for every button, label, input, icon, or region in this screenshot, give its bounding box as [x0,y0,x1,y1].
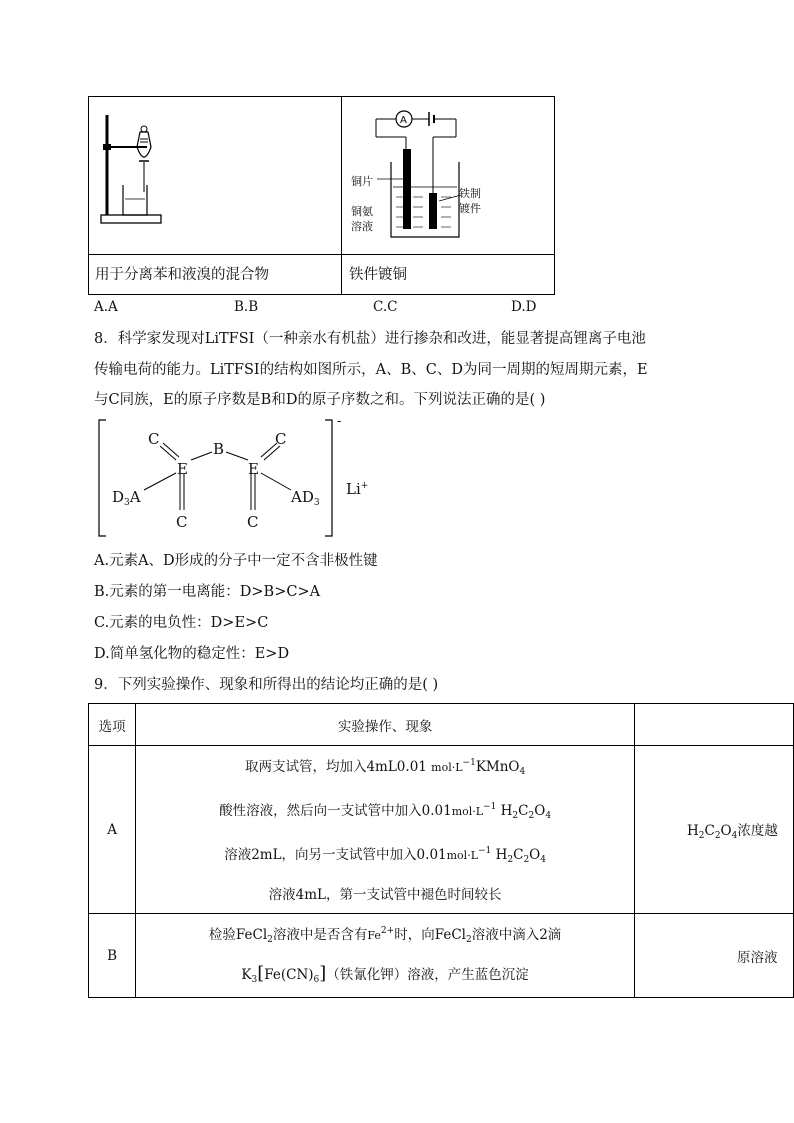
copper-plate-label: 铜片 [351,175,373,188]
q7-row-divider [89,254,554,255]
litfsi-structure [96,414,386,540]
row-b-operation: 检验FeCl$_2$溶液中是否含有$Fe^{2+}$时，向FeCl$_2$溶液中滴入2滴 $K_3[Fe(CN)_6]$（铁氰化钾）溶液，产生蓝色沉淀 [136,914,635,998]
q7-col-divider [341,97,342,294]
q8-option-a: A.元素A、D形成的分子中一定不含非极性键 [94,553,378,569]
q7-left-caption: 用于分离苯和液溴的混合物 [95,267,269,283]
anion-charge: - [337,414,342,429]
q7-option-d: D.D [511,299,537,315]
iron-item-label-2: 镀件 [459,202,481,215]
row-a-operation: 取两支试管，均加入4mL0.01 $mol\cdot L^{-1}KMnO_4$ 酸性溶液，然后向一支试管中加入$0.01mol\cdot L^{-1}$ $H_2C_2O_4$ 溶液2mL，向另一支试管中加入$0.01mol\cdot L^{-1}$ $H_2C_2O_4$ 溶液4mL，第一支试管中褪色时间较长 [136,746,635,914]
electroplating-diagram [351,107,551,242]
atom-c-bottom-left: C [176,513,188,531]
row-b-option: B [89,914,136,998]
q8-option-b: B.元素的第一电离能：D>B>C>A [94,584,321,600]
q7-option-a: A.A [94,299,118,315]
row-a-conclusion: $H_2C_2O_4$浓度越 [634,746,793,914]
q8-option-d: D.简单氢化物的稳定性：E>D [94,646,290,662]
lithium-cation: Li+ [346,480,369,498]
structure-bonds [96,418,386,540]
atom-c-top-left: C [148,430,160,448]
row-a-option: A [89,746,136,914]
iron-item-label-1: 铁制 [459,187,481,200]
q7-right-caption: 铁件镀铜 [349,267,407,283]
q8-option-c: C.元素的电负性：D>E>C [94,615,269,631]
atom-c-bottom-right: C [247,513,259,531]
atom-d3a: $D_3A$ [112,488,141,508]
q8-stem-line-2: 传输电荷的能力。LiTFSI的结构如图所示，A、B、C、D为同一周期的短周期元素，E [94,362,648,378]
q9-table [88,703,794,998]
atom-c-top-right: C [275,430,287,448]
row-b-conclusion: 原溶液 [634,914,793,998]
q7-table [88,96,555,295]
atom-e-right: E [248,460,259,478]
header-conclusion [634,704,793,746]
atom-b: B [213,440,225,458]
q8-stem-line-1: 8．科学家发现对LiTFSI（一种亲水有机盐）进行掺杂和改进，能显著提高锂离子电池 [94,331,646,347]
q8-stem-line-3: 与C同族，E的原子序数是B和D的原子序数之和。下列说法正确的是( ) [94,392,546,408]
q7-option-b: B.B [234,299,259,315]
atom-ad3: $AD_3$ [291,488,320,508]
q7-option-c: C.C [373,299,398,315]
solution-label-2: 溶液 [351,220,373,233]
ammeter-label: A [400,115,407,126]
solution-label-1: 铜氨 [351,205,373,218]
separatory-funnel-diagram [95,107,165,232]
header-operation: 实验操作、现象 [136,704,635,746]
atom-e-left: E [177,460,188,478]
header-option: 选项 [89,704,136,746]
q9-stem: 9．下列实验操作、现象和所得出的结论均正确的是( ) [94,677,439,693]
